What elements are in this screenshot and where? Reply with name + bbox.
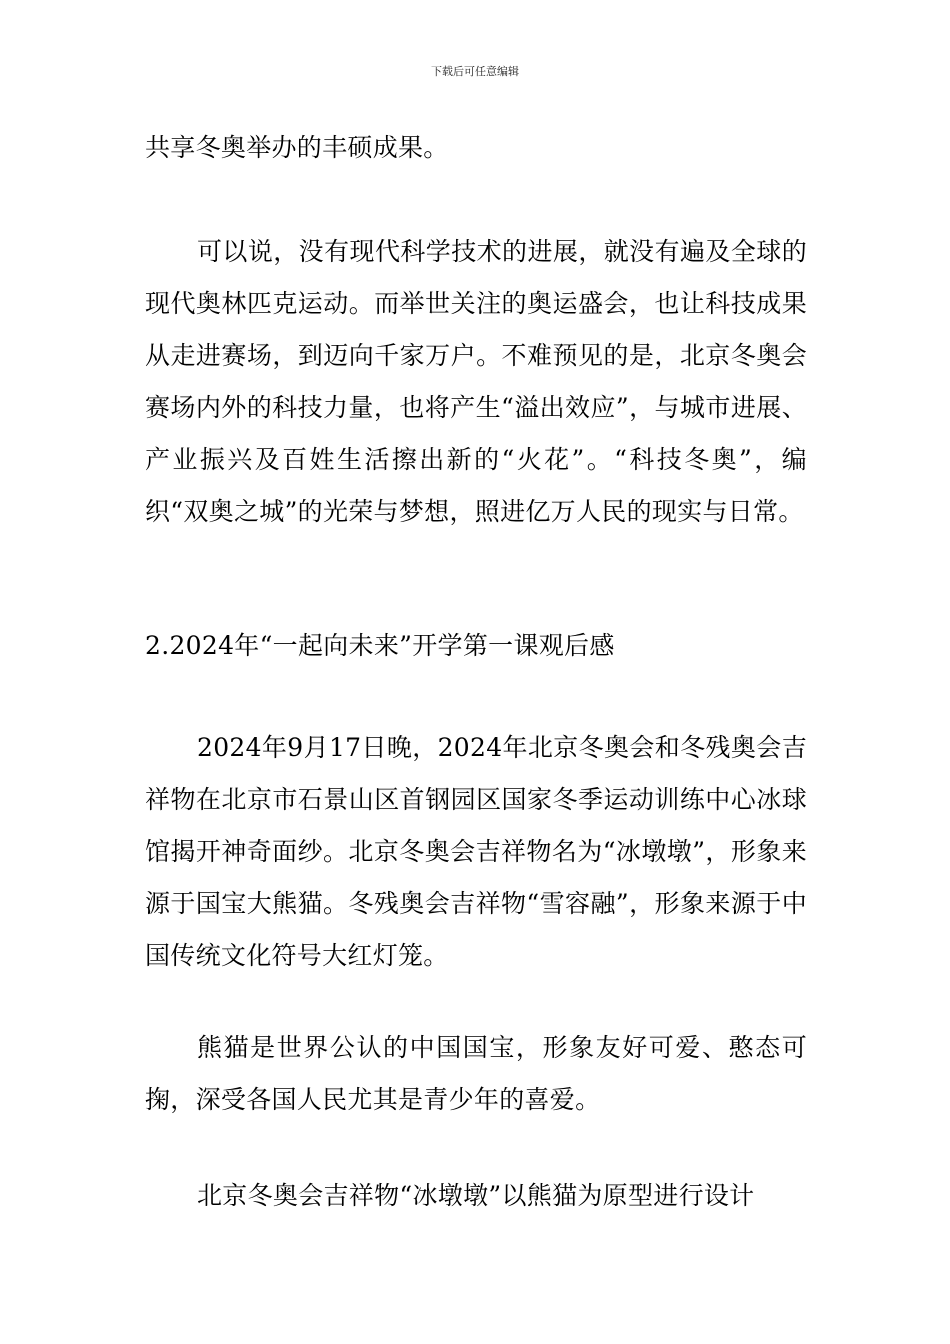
- paragraph-bing-dwen-dwen: 北京冬奥会吉祥物“冰墩墩”以熊猫为原型进行设计: [197, 1181, 755, 1210]
- paragraph-technology: 可以说，没有现代科学技术的进展，就没有遍及全球的现代奥林匹克运动。而举世关注的奥运盛会，也让科技成果从走进赛场，到迈向千家万户。不难预见的是，北京冬奥会赛场内外的科技力量，也将产生“溢出效应”，与城市进展、产业振兴及百姓生活擦出新的“火花”。“科技冬奥”，编织“双奥之城”的光荣与梦想，照进亿万人民的现实与日常。: [145, 237, 807, 526]
- paragraph-continuation: 共享冬奥举办的丰硕成果。: [145, 133, 449, 162]
- section-heading: 2.2024年“一起向未来”开学第一课观后感: [145, 631, 615, 660]
- page-header-note: 下载后可任意编辑: [431, 65, 519, 78]
- paragraph-panda: 熊猫是世界公认的中国国宝，形象友好可爱、憨态可掬，深受各国人民尤其是青少年的喜爱。: [145, 1033, 807, 1114]
- paragraph-mascot-reveal: 2024年9月17日晚，2024年北京冬奥会和冬残奥会吉祥物在北京市石景山区首钢园区国家冬季运动训练中心冰球馆揭开神奇面纱。北京冬奥会吉祥物名为“冰墩墩”，形象来源于国宝大熊猫。冬残奥会吉祥物“雪容融”，形象来源于中国传统文化符号大红灯笼。: [145, 733, 807, 970]
